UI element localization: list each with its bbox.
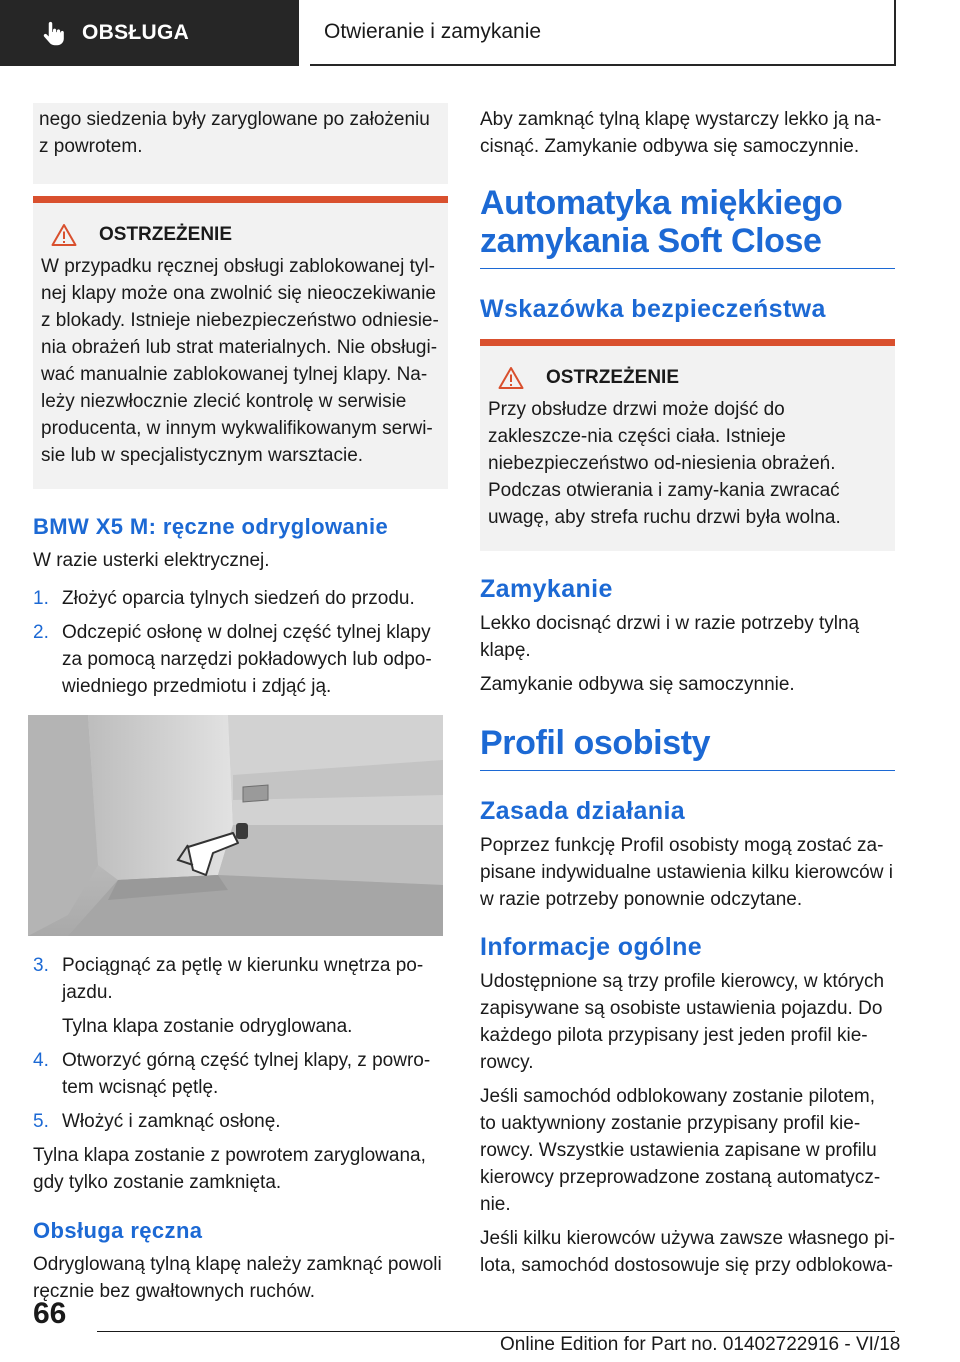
list-item: 3. Pociągnąć za pętlę w kierunku wnętrza po‐jazdu. — [33, 955, 424, 1003]
manual-heading: Obsługa ręczna — [33, 1218, 203, 1243]
safety-heading: Wskazówka bezpieczeństwa — [480, 295, 826, 323]
list-item: 1. Złożyć oparcia tylnych siedzeń do przodu. — [33, 588, 415, 609]
list-item: 2. Odczepić osłonę w dolnej część tylnej klapy za pomocą narzędzi pokładowych lub odpo‐wiedniego przedmiotu i zdjąć ją. — [33, 622, 432, 697]
section-label: OBSŁUGA — [82, 21, 190, 44]
hand-pointer-icon — [40, 19, 68, 47]
general-heading: Informacje ogólne — [480, 933, 703, 961]
closing-text-auto: Zamykanie odbywa się samoczynnie. — [480, 674, 795, 695]
continued-text: nego siedzenia były zaryglowane po założeniu z powrotem. — [33, 103, 448, 184]
warning-body: W przypadku ręcznej obsługi zablokowanej tyl‐nej klapy może ona zwolnić się nieoczekiwanie z blokady. Istnieje niebezpieczeństwo odniesie‐nia obrażeń lub strat materialnych. Nie obsługi‐wać manualnie zablokowanej tylnej klapy. Na‐leży niezwłocznie zlecić kontrolę w serwisie producenta, w innym wykwalifikowanym serwi‐sie lub w specjalistycznym warsztacie. — [41, 256, 439, 466]
unlock-intro: W razie usterki elektrycznej. — [33, 550, 270, 571]
warning-box — [33, 196, 448, 489]
manual-text: Odryglowaną tylną klapę należy zamknąć powoli ręcznie bez gwałtownych ruchów. — [33, 1254, 442, 1302]
list-item: 4. Otworzyć górną część tylnej klapy, z powro‐tem wcisnąć pętlę. — [33, 1050, 431, 1098]
footer-divider — [97, 1331, 895, 1332]
warning-triangle-icon — [498, 366, 524, 390]
after-steps-text: Tylna klapa zostanie z powrotem zaryglowana, gdy tylko zostanie zamknięta. — [33, 1145, 426, 1193]
steps-list-b — [33, 952, 448, 1006]
unlock-heading: BMW X5 M: ręczne odryglowanie — [33, 514, 389, 539]
steps-list-c — [33, 1047, 448, 1135]
closing-text: Lekko docisnąć drzwi i w razie potrzeby tylną klapę. — [480, 613, 860, 661]
warning-title: OSTRZEŻENIE — [41, 223, 440, 247]
chapter-title: Otwieranie i zamykanie — [310, 0, 896, 66]
warning-title: OSTRZEŻENIE — [488, 366, 887, 390]
general-text-3: Jeśli kilku kierowców używa zawsze własnego pi‐lota, samochód dostosowuje się przy odblokowa‐ — [480, 1228, 895, 1276]
profile-heading: Profil osobisty — [480, 724, 895, 771]
page-number: 66 — [33, 1297, 67, 1330]
left-column — [33, 103, 448, 1305]
right-column — [480, 103, 895, 1279]
section-tab[interactable] — [0, 0, 299, 66]
list-item: 5. Włożyć i zamknąć osłonę. — [33, 1111, 281, 1132]
step-result: Tylna klapa zostanie odryglowana. — [62, 1016, 353, 1037]
continued-text-right: Aby zamknąć tylną klapę wystarczy lekko ją na‐cisnąć. Zamykanie odbywa się samoczynnie. — [480, 109, 882, 157]
warning-box-right — [480, 339, 895, 551]
trunk-illustration — [28, 715, 443, 936]
principle-text: Poprzez funkcję Profil osobisty mogą zostać za‐pisane indywidualne ustawienia kilku kierowców i w razie potrzeby ponownie odczytane. — [480, 835, 893, 910]
principle-heading: Zasada działania — [480, 797, 686, 825]
footer-edition: Online Edition for Part no. 01402722916 - VI/18 — [500, 1334, 901, 1355]
steps-list-a — [33, 585, 448, 700]
softclose-heading: Automatyka miękkiego zamykania Soft Close — [480, 184, 895, 269]
general-text-2: Jeśli samochód odblokowany zostanie pilotem, to uaktywniony zostanie przypisany profil kie‐rowcy. Wszystkie ustawienia zapisane w profilu kierowcy przeprowadzone zostaną automatycz‐nie. — [480, 1086, 881, 1215]
warning-body: Przy obsłudze drzwi może dojść do zakleszcze‐nia części ciała. Istnieje niebezpieczeństwo od‐niesienia obrażeń. Podczas otwierania i zamy‐kania zwracać uwagę, aby strefa ruchu drzwi była wolna. — [488, 399, 841, 528]
warning-triangle-icon — [51, 223, 77, 247]
general-text-1: Udostępnione są trzy profile kierowcy, w których zapisywane są osobiste ustawienia pojazdu. Do każdego pilota przypisany jest jeden profil kie‐rowcy. — [480, 971, 885, 1073]
closing-heading: Zamykanie — [480, 575, 613, 603]
